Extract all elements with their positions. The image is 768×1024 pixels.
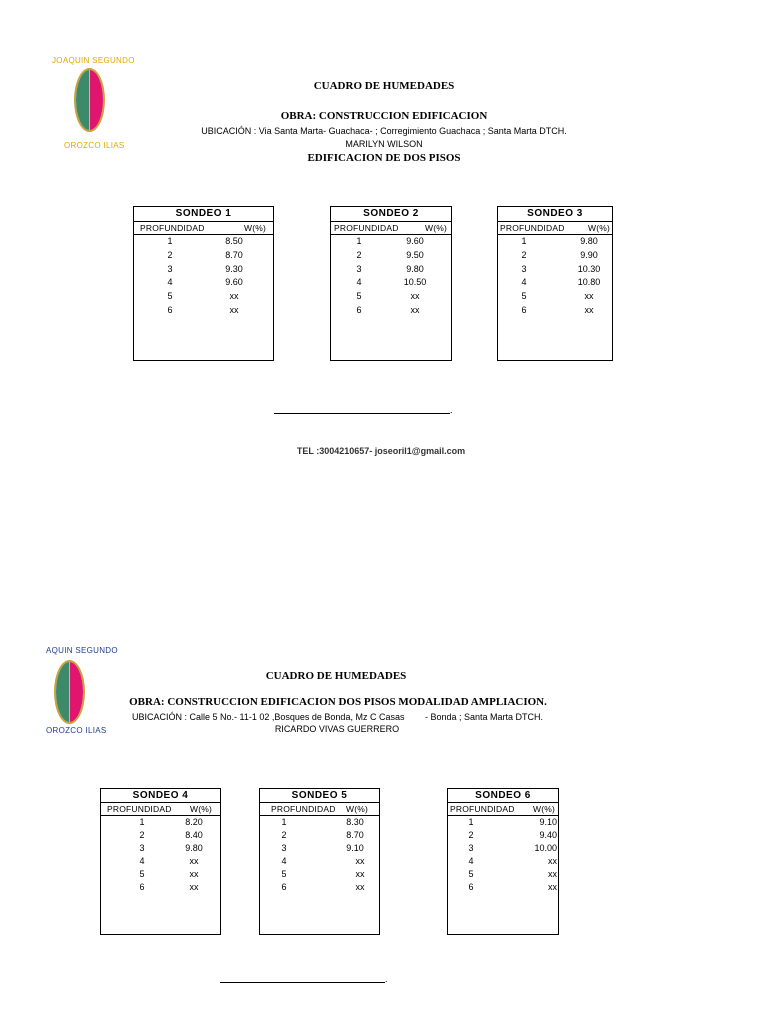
table-row: 6 xx <box>281 882 365 892</box>
col-header-w: W(%) <box>425 223 448 233</box>
table-row: 4 xx <box>281 856 365 866</box>
col-header-depth: PROFUNDIDAD <box>450 804 515 814</box>
table-row: 1 8.50 <box>167 236 243 246</box>
table-row: 6 xx <box>468 882 557 892</box>
table-row: 2 9.40 <box>468 830 557 840</box>
obra-line: OBRA: CONSTRUCCION EDIFICACION DOS PISOS MODALIDAD AMPLIACION. <box>129 696 547 708</box>
table-row: 4 xx <box>139 856 199 866</box>
table-row: 4 10.50 <box>356 277 427 288</box>
page-title: CUADRO DE HUMEDADES <box>265 670 407 682</box>
table-row: 5 xx <box>139 869 199 879</box>
table-header <box>260 803 379 816</box>
signature-dot: . <box>450 405 453 415</box>
table-row: 1 8.20 <box>139 817 203 827</box>
ubicacion-line: UBICACIÓN : Calle 5 No.- 11-1 02 ,Bosques de Bonda, Mz C Casas <box>132 712 405 722</box>
ubicacion-line: UBICACIÓN : Via Santa Marta- Guachaca- ; Corregimiento Guachaca ; Santa Marta DTCH. <box>201 126 567 136</box>
col-header-w: W(%) <box>244 223 267 233</box>
table-row: 5 xx <box>356 291 420 302</box>
table-row: 6 xx <box>521 304 594 315</box>
table-title: SONDEO 1 <box>134 207 273 222</box>
table-row: 1 9.60 <box>356 236 424 246</box>
client-name: RICARDO VIVAS GUERRERO <box>274 724 400 734</box>
table-header <box>101 803 220 816</box>
table-row: 3 9.80 <box>356 263 424 274</box>
sondeo-table <box>100 788 221 935</box>
table-row: 3 9.80 <box>139 843 203 853</box>
table-row: 1 9.80 <box>521 236 598 246</box>
signature-line <box>220 982 385 983</box>
table-row: 3 10.00 <box>468 843 557 853</box>
table-row: 2 8.70 <box>281 830 364 840</box>
logo-top-text: JOAQUIN SEGUNDO <box>52 56 135 65</box>
col-header-w: W(%) <box>346 804 369 814</box>
page-title: CUADRO DE HUMEDADES <box>313 80 455 92</box>
table-row: 2 9.50 <box>356 249 424 260</box>
col-header-w: W(%) <box>190 804 213 814</box>
table-header <box>134 222 273 235</box>
logo-top-text: AQUIN SEGUNDO <box>46 646 118 655</box>
signature-dot: . <box>385 974 388 984</box>
table-row: 5 xx <box>468 869 557 879</box>
table-row: 4 9.60 <box>167 277 243 288</box>
table-row: 5 xx <box>167 291 239 302</box>
table-row: 2 8.70 <box>167 249 243 260</box>
table-row: 3 9.30 <box>167 263 243 274</box>
col-header-depth: PROFUNDIDAD <box>500 223 565 233</box>
table-title: SONDEO 6 <box>448 789 558 803</box>
table-row: 4 10.80 <box>521 277 601 288</box>
contact-line: TEL :3004210657- joseoril1@gmail.com <box>296 446 466 456</box>
table-header <box>498 222 612 235</box>
table-row: 3 10.30 <box>521 263 601 274</box>
table-row: 4 xx <box>468 856 557 866</box>
sondeo-table <box>259 788 380 935</box>
sondeo-table <box>330 206 452 361</box>
col-header-w: W(%) <box>588 223 611 233</box>
table-header <box>448 803 558 816</box>
table-row: 6 xx <box>356 304 420 315</box>
table-title: SONDEO 2 <box>331 207 451 222</box>
table-row: 2 9.90 <box>521 249 598 260</box>
table-row: 1 9.10 <box>468 817 557 827</box>
col-header-depth: PROFUNDIDAD <box>334 223 399 233</box>
ubicacion-line-end: - Bonda ; Santa Marta DTCH. <box>425 712 544 722</box>
client-name: MARILYN WILSON <box>345 139 423 149</box>
logo-bottom-text: OROZCO ILIAS <box>46 726 107 735</box>
subtitle: EDIFICACION DE DOS PISOS <box>307 152 461 164</box>
col-header-depth: PROFUNDIDAD <box>107 804 172 814</box>
table-title: SONDEO 5 <box>260 789 379 803</box>
table-title: SONDEO 3 <box>498 207 612 222</box>
table-row: 2 8.40 <box>139 830 203 840</box>
table-row: 6 xx <box>139 882 199 892</box>
table-row: 5 xx <box>521 291 594 302</box>
table-header <box>331 222 451 235</box>
col-header-depth: PROFUNDIDAD <box>140 223 205 233</box>
signature-line <box>274 413 450 414</box>
col-header-w: W(%) <box>533 804 556 814</box>
table-title: SONDEO 4 <box>101 789 220 803</box>
table-row: 5 xx <box>281 869 365 879</box>
table-row: 6 xx <box>167 304 239 315</box>
sondeo-table <box>447 788 559 935</box>
col-header-depth: PROFUNDIDAD <box>271 804 336 814</box>
company-logo <box>74 68 105 132</box>
table-row: 3 9.10 <box>281 843 364 853</box>
table-row: 1 8.30 <box>281 817 364 827</box>
sondeo-table <box>133 206 274 361</box>
sondeo-table <box>497 206 613 361</box>
obra-line: OBRA: CONSTRUCCION EDIFICACION <box>280 110 488 122</box>
logo-bottom-text: OROZCO ILIAS <box>64 141 125 150</box>
